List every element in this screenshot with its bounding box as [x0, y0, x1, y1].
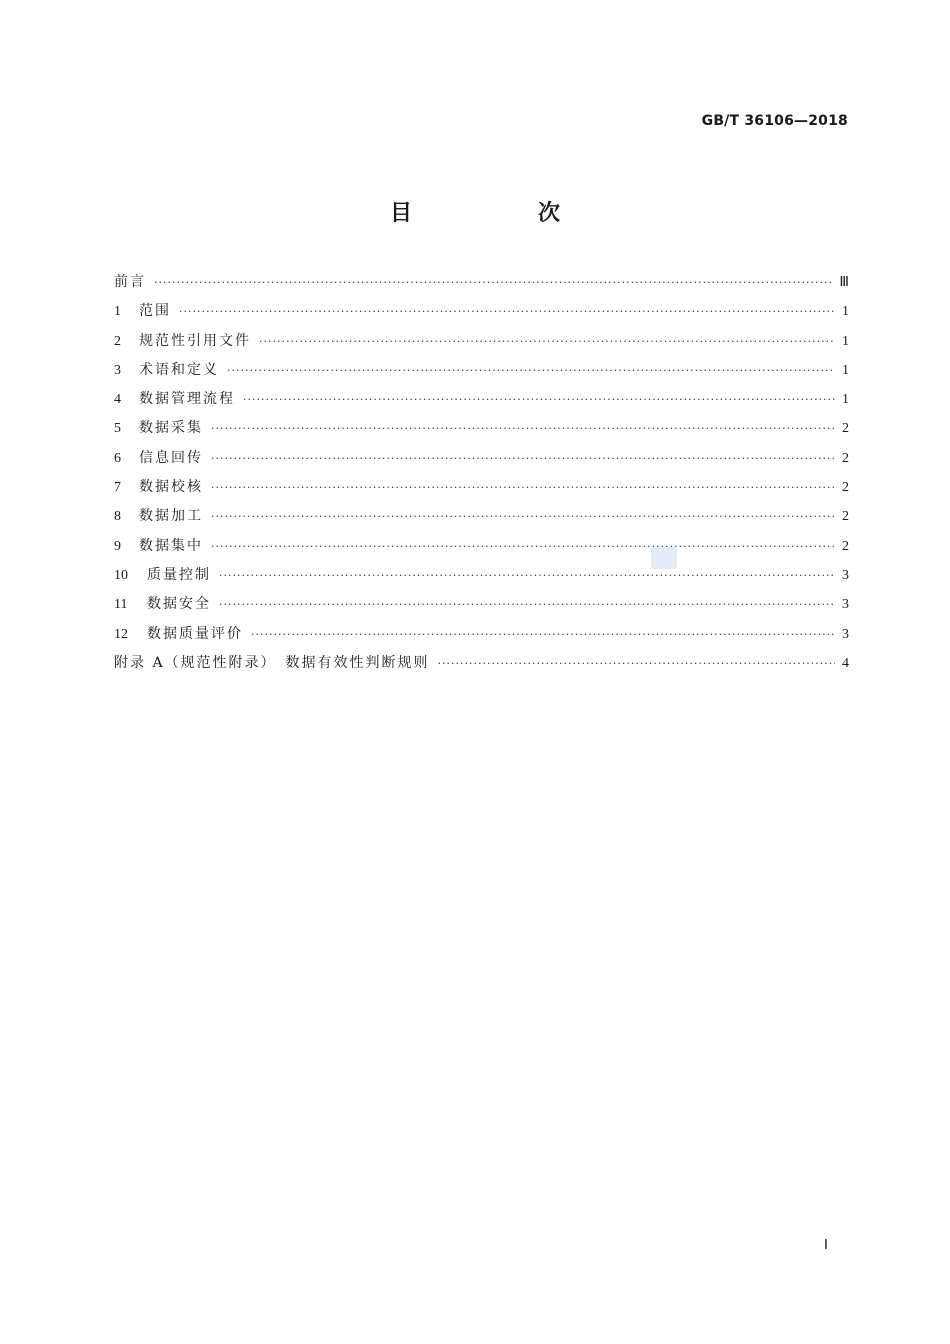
toc-entry-page: 2 — [842, 450, 849, 466]
toc-entry-label: 数据集中 — [139, 537, 203, 554]
toc-entry-page: 4 — [842, 655, 849, 671]
toc-entry-page: 2 — [842, 538, 849, 554]
toc-title: 目 次 — [389, 201, 612, 226]
toc-entry-page: 2 — [842, 480, 849, 496]
toc-entry-page: 1 — [842, 362, 849, 378]
toc-entry-page: 2 — [842, 509, 849, 525]
toc-leader-dots — [211, 540, 835, 553]
page-number: Ⅰ — [823, 1238, 828, 1253]
toc-entry[interactable] — [114, 564, 849, 593]
toc-entry-label: 数据质量评价 — [147, 625, 243, 642]
toc-leader-dots — [219, 598, 835, 611]
toc-entry-page: 3 — [842, 626, 849, 642]
toc-leader-dots — [211, 510, 835, 523]
toc-entry[interactable] — [114, 330, 849, 359]
toc-entry[interactable] — [114, 359, 849, 388]
toc-entry-label: 附录 A（规范性附录） 数据有效性判断规则 — [114, 654, 430, 671]
toc-leader-dots — [211, 481, 835, 494]
toc-leader-dots — [251, 628, 835, 641]
toc-entry-number: 10 — [114, 567, 128, 583]
toc-entry-page: Ⅲ — [839, 275, 849, 290]
toc-entry-number: 1 — [114, 304, 121, 320]
toc-entry-label: 数据校核 — [139, 479, 203, 496]
toc-entry-label: 前言 — [114, 274, 146, 290]
toc-entry-page: 3 — [842, 597, 849, 613]
toc-leader-dots — [259, 335, 835, 348]
toc-leader-dots — [438, 657, 835, 670]
toc-entry-label: 范围 — [139, 303, 171, 320]
toc-entry-number: 6 — [114, 450, 121, 466]
toc-leader-dots — [154, 276, 833, 289]
toc-entry-number: 2 — [114, 333, 121, 349]
toc-entry-number: 12 — [114, 626, 128, 642]
toc-entry-foreword[interactable] — [114, 271, 849, 300]
toc-entry-page: 3 — [842, 567, 849, 583]
toc-entry-number: 3 — [114, 362, 121, 378]
toc-entry-page: 1 — [842, 392, 849, 408]
toc-entry[interactable] — [114, 447, 849, 476]
toc-entry[interactable] — [114, 300, 849, 329]
toc-entry-number: 8 — [114, 509, 121, 525]
table-of-contents — [114, 271, 849, 681]
toc-entry[interactable] — [114, 593, 849, 622]
toc-entry-number: 5 — [114, 421, 121, 437]
toc-leader-dots — [211, 452, 835, 465]
toc-entry-number: 11 — [114, 597, 128, 613]
toc-leader-dots — [227, 364, 835, 377]
toc-entry-number: 4 — [114, 392, 121, 408]
toc-entry-page: 2 — [842, 421, 849, 437]
toc-entry-number: 7 — [114, 480, 121, 496]
toc-entry-number: 9 — [114, 538, 121, 554]
toc-entry[interactable] — [114, 417, 849, 446]
toc-entry-label: 数据安全 — [147, 596, 211, 613]
toc-entry[interactable] — [114, 623, 849, 652]
toc-entry-label: 信息回传 — [139, 449, 203, 466]
toc-leader-dots — [243, 393, 835, 406]
toc-leader-dots — [211, 422, 835, 435]
toc-entry[interactable] — [114, 476, 849, 505]
toc-entry-appendix-a[interactable] — [114, 652, 849, 681]
toc-entry-label: 质量控制 — [147, 566, 211, 583]
toc-leader-dots — [219, 569, 835, 582]
standard-code: GB/T 36106—2018 — [701, 113, 848, 129]
toc-entry-label: 规范性引用文件 — [139, 332, 251, 349]
toc-entry[interactable] — [114, 535, 849, 564]
toc-entry-page: 1 — [842, 333, 849, 349]
toc-leader-dots — [179, 305, 835, 318]
toc-entry-page: 1 — [842, 304, 849, 320]
toc-entry[interactable] — [114, 388, 849, 417]
toc-entry-label: 数据加工 — [139, 508, 203, 525]
toc-entry-label: 数据采集 — [139, 420, 203, 437]
toc-entry-label: 数据管理流程 — [139, 391, 235, 408]
toc-entry-label: 术语和定义 — [139, 361, 219, 378]
toc-entry[interactable] — [114, 505, 849, 534]
